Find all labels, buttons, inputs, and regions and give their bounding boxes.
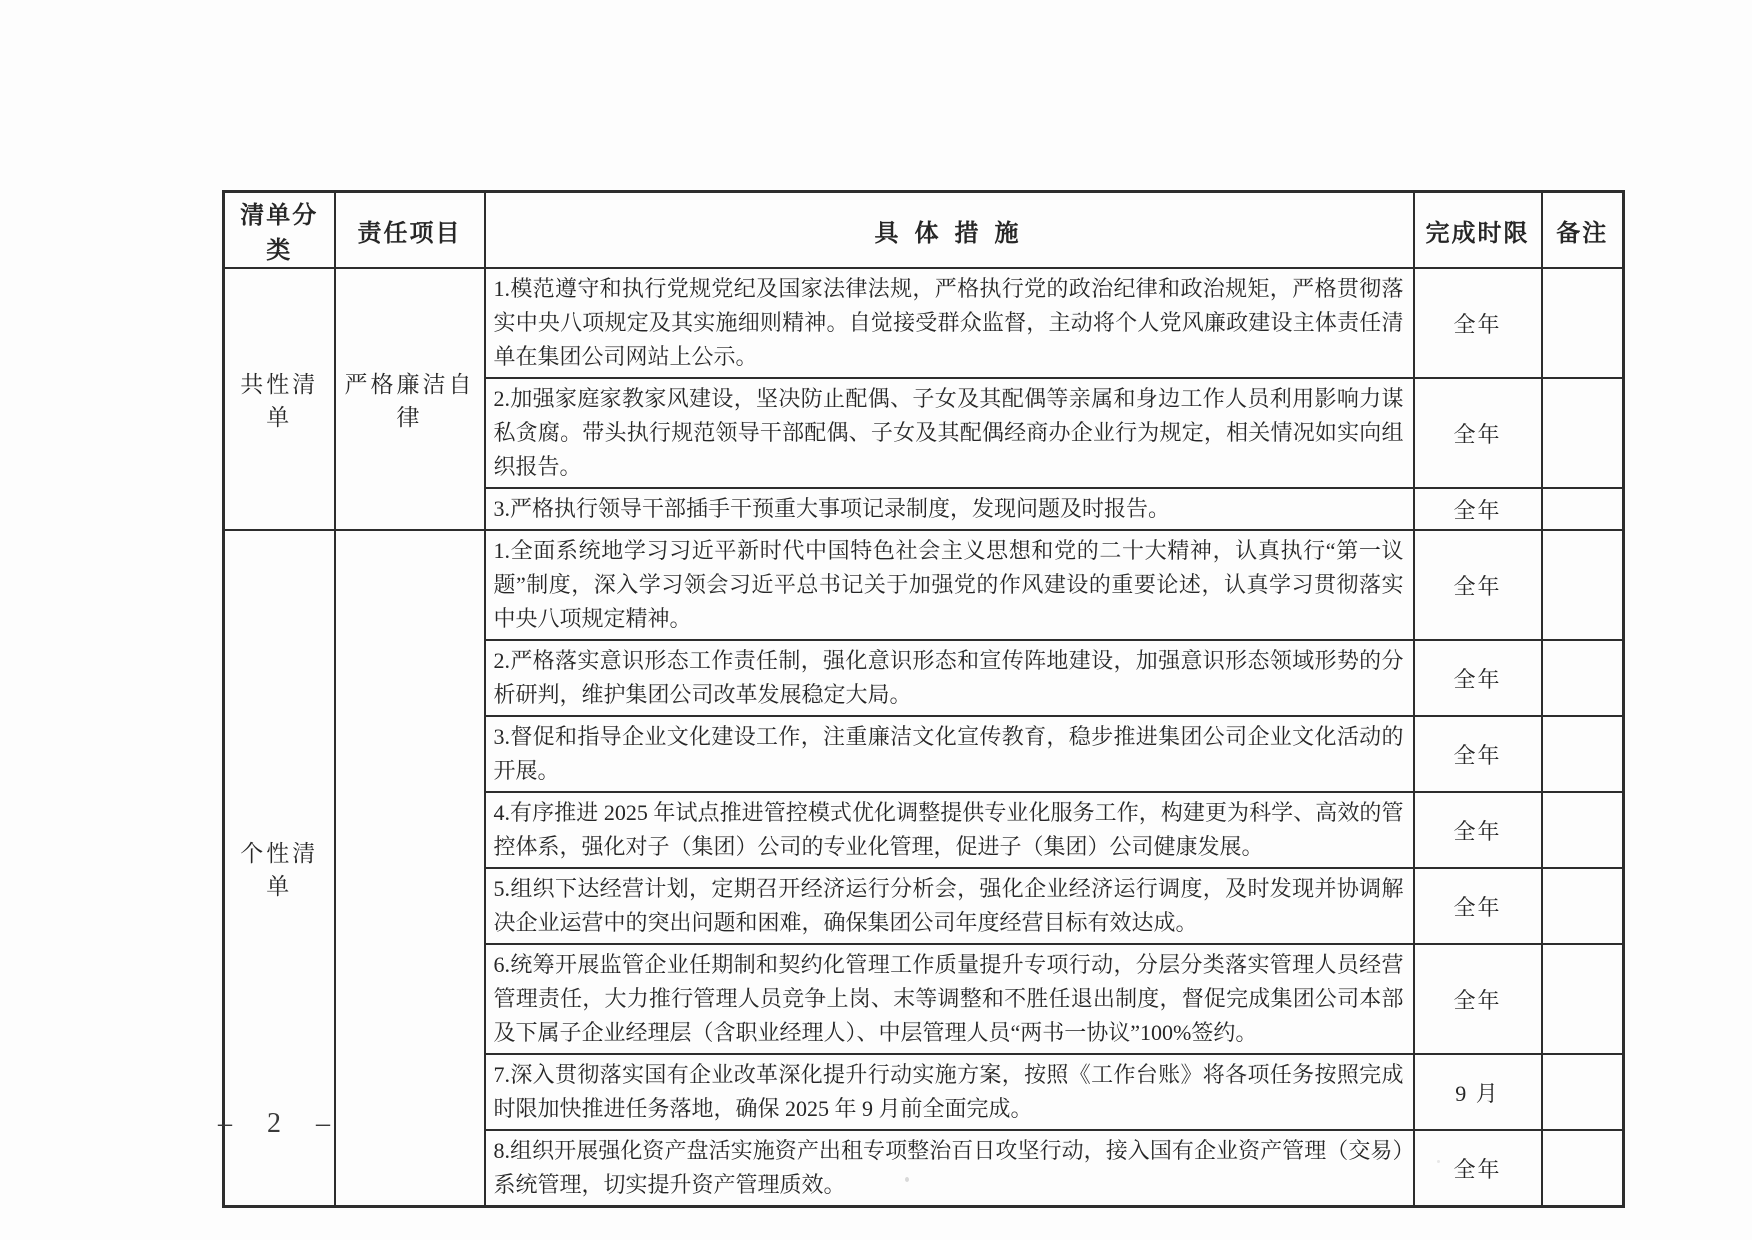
measure-cell: 2.加强家庭家教家风建设，坚决防止配偶、子女及其配偶等亲属和身边工作人员利用影响力谋私贪腐。带头执行规范领导干部配偶、子女及其配偶经商办企业行为规定，相关情况如实向组织报告。 [485, 378, 1414, 488]
header-remark: 备注 [1542, 192, 1624, 269]
table-row [224, 268, 1624, 378]
remark-cell [1542, 1130, 1624, 1207]
responsibility-cell-individual [335, 530, 485, 1207]
deadline-cell: 全年 [1414, 944, 1542, 1054]
deadline-cell: 全年 [1414, 268, 1542, 378]
table-header [224, 192, 1624, 269]
remark-cell [1542, 868, 1624, 944]
category-cell-common: 共性清单 [224, 268, 335, 530]
table-body [224, 268, 1624, 1207]
measure-cell: 3.严格执行领导干部插手干预重大事项记录制度，发现问题及时报告。 [485, 488, 1414, 530]
deadline-cell: 全年 [1414, 488, 1542, 530]
remark-cell [1542, 378, 1624, 488]
deadline-cell: 全年 [1414, 378, 1542, 488]
remark-cell [1542, 530, 1624, 640]
measure-cell: 5.组织下达经营计划，定期召开经济运行分析会，强化企业经济运行调度，及时发现并协调解决企业运营中的突出问题和困难，确保集团公司年度经营目标有效达成。 [485, 868, 1414, 944]
header-responsibility: 责任项目 [335, 192, 485, 269]
measure-cell: 1.模范遵守和执行党规党纪及国家法律法规，严格执行党的政治纪律和政治规矩，严格贯彻落实中央八项规定及其实施细则精神。自觉接受群众监督，主动将个人党风廉政建设主体责任清单在集团公司网站上公示。 [485, 268, 1414, 378]
header-category: 清单分类 [224, 192, 335, 269]
category-cell-individual: 个性清单 [224, 530, 335, 1207]
scan-speck [905, 1177, 909, 1182]
deadline-cell: 9 月 [1414, 1054, 1542, 1130]
deadline-cell: 全年 [1414, 716, 1542, 792]
deadline-cell: 全年 [1414, 530, 1542, 640]
remark-cell [1542, 1054, 1624, 1130]
header-deadline: 完成时限 [1414, 192, 1542, 269]
deadline-cell: 全年 [1414, 1130, 1542, 1207]
responsibility-list-table [222, 190, 1625, 1208]
deadline-cell: 全年 [1414, 640, 1542, 716]
table-row [224, 530, 1624, 640]
measure-cell: 6.统筹开展监管企业任期制和契约化管理工作质量提升专项行动，分层分类落实管理人员经营管理责任，大力推行管理人员竞争上岗、末等调整和不胜任退出制度，督促完成集团公司本部及下属子企业经理层（含职业经理人）、中层管理人员“两书一协议”100%签约。 [485, 944, 1414, 1054]
scan-speck [1437, 1160, 1440, 1163]
remark-cell [1542, 944, 1624, 1054]
measure-cell: 1.全面系统地学习习近平新时代中国特色社会主义思想和党的二十大精神，认真执行“第一议题”制度，深入学习领会习近平总书记关于加强党的作风建设的重要论述，认真学习贯彻落实中央八项规定精神。 [485, 530, 1414, 640]
measure-cell: 8.组织开展强化资产盘活实施资产出租专项整治百日攻坚行动，接入国有企业资产管理（交易）系统管理，切实提升资产管理质效。 [485, 1130, 1414, 1207]
responsibility-cell-common: 严格廉洁自律 [335, 268, 485, 530]
deadline-cell: 全年 [1414, 868, 1542, 944]
measure-cell: 3.督促和指导企业文化建设工作，注重廉洁文化宣传教育，稳步推进集团公司企业文化活动的开展。 [485, 716, 1414, 792]
page-number: – 2 – [218, 1108, 344, 1139]
measure-cell: 7.深入贯彻落实国有企业改革深化提升行动实施方案，按照《工作台账》将各项任务按照完成时限加快推进任务落地，确保 2025 年 9 月前全面完成。 [485, 1054, 1414, 1130]
remark-cell [1542, 640, 1624, 716]
remark-cell [1542, 488, 1624, 530]
measure-cell: 4.有序推进 2025 年试点推进管控模式优化调整提供专业化服务工作，构建更为科学、高效的管控体系，强化对子（集团）公司的专业化管理，促进子（集团）公司健康发展。 [485, 792, 1414, 868]
measure-cell: 2.严格落实意识形态工作责任制，强化意识形态和宣传阵地建设，加强意识形态领域形势的分析研判，维护集团公司改革发展稳定大局。 [485, 640, 1414, 716]
deadline-cell: 全年 [1414, 792, 1542, 868]
header-measures: 具 体 措 施 [485, 192, 1414, 269]
remark-cell [1542, 716, 1624, 792]
remark-cell [1542, 792, 1624, 868]
remark-cell [1542, 268, 1624, 378]
